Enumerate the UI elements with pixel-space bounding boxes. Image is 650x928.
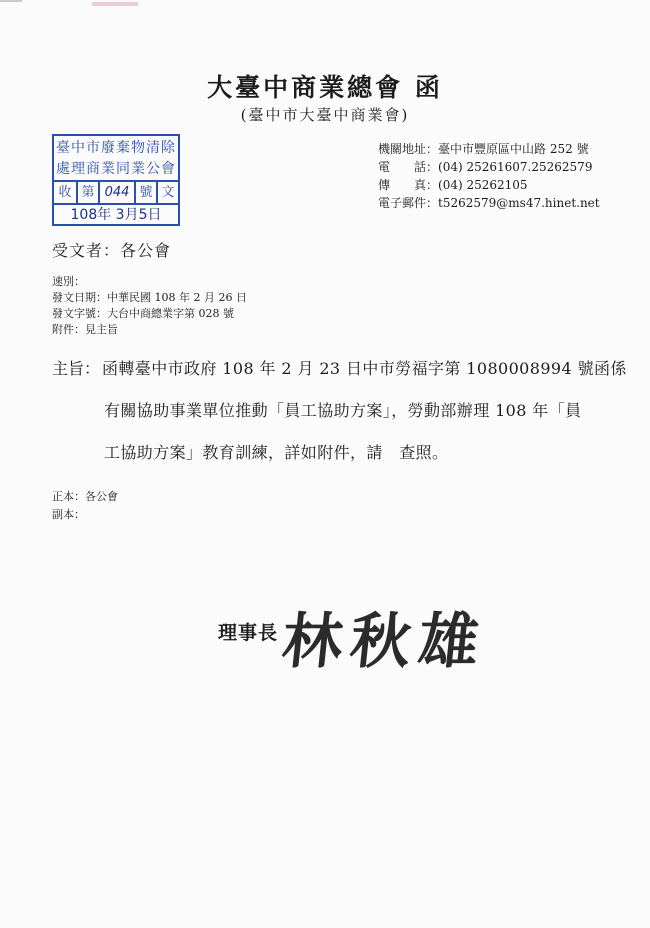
stamp-number-value: 044 — [100, 182, 136, 203]
document-meta — [52, 274, 247, 338]
contact-address-label: 機關地址 — [378, 142, 427, 156]
stamp-date: 108年 3月5日 — [70, 207, 162, 223]
contact-phone: (04) 25261607.25262579 — [438, 160, 593, 174]
subject-line-1: 函轉臺中市政府 108 年 2 月 23 日中市勞福字第 1080008994 號函係 — [102, 359, 627, 378]
stamp-doc-label: 文 — [161, 185, 175, 200]
stamp-receive-label: 收 — [54, 182, 78, 203]
document-title: 大臺中商業總會 函 — [207, 73, 443, 102]
original-recipients: 正本：各公會 — [52, 490, 118, 503]
contact-fax-row: 傳 真 ： (04) 25262105 — [378, 178, 528, 192]
subject-label: 主旨： — [52, 359, 101, 378]
copy-recipients: 副本： — [52, 508, 85, 521]
stamp-number-prefix: 第 — [78, 182, 100, 203]
stamp-number-suffix: 號 — [136, 182, 158, 203]
recipient-line: 受文者：各公會 — [52, 241, 172, 260]
contact-email-row: 電子郵件 ： t5262579@ms47.hinet.net — [378, 196, 600, 210]
subject-line-3: 工協助方案」教育訓練，詳如附件，請 查照。 — [104, 443, 449, 462]
contact-address-row: 機關地址 ： 臺中市豐原區中山路 252 號 — [378, 142, 589, 156]
signature-name-seal: 林秋雄 — [278, 607, 491, 677]
scan-color-mark — [92, 2, 138, 6]
stamp-organization — [54, 136, 178, 182]
contact-address: 臺中市豐原區中山路 252 號 — [438, 142, 589, 156]
subject-line-2: 有關協助事業單位推動「員工協助方案」，勞動部辦理 108 年「員 — [104, 401, 582, 420]
meta-attachment: 附件：見主旨 — [52, 323, 118, 336]
contact-email-label: 電子郵件 — [378, 196, 427, 210]
stamp-org-line1: 臺中市廢棄物清除 — [56, 140, 176, 156]
meta-speed: 速別： — [52, 275, 85, 288]
contact-fax-label: 傳 真 — [378, 178, 427, 192]
signature-title: 理事長 — [218, 622, 279, 644]
stamp-number-row — [54, 182, 178, 205]
contact-phone-label: 電 話 — [378, 160, 427, 174]
contact-block — [378, 140, 600, 212]
contact-email: t5262579@ms47.hinet.net — [438, 196, 600, 210]
meta-issue-date: 發文日期：中華民國 108 年 2 月 26 日 — [52, 291, 247, 304]
scan-edge-mark — [0, 0, 22, 2]
contact-phone-row: 電 話 ： (04) 25261607.25262579 — [378, 160, 593, 174]
receiving-stamp — [52, 134, 180, 226]
document-subtitle: (臺中市大臺中商業會) — [240, 106, 410, 124]
stamp-org-line2: 處理商業同業公會 — [56, 161, 176, 177]
distribution-block — [52, 488, 118, 524]
meta-doc-number: 發文字號：大台中商總業字第 028 號 — [52, 307, 234, 320]
contact-fax: (04) 25262105 — [438, 178, 528, 192]
